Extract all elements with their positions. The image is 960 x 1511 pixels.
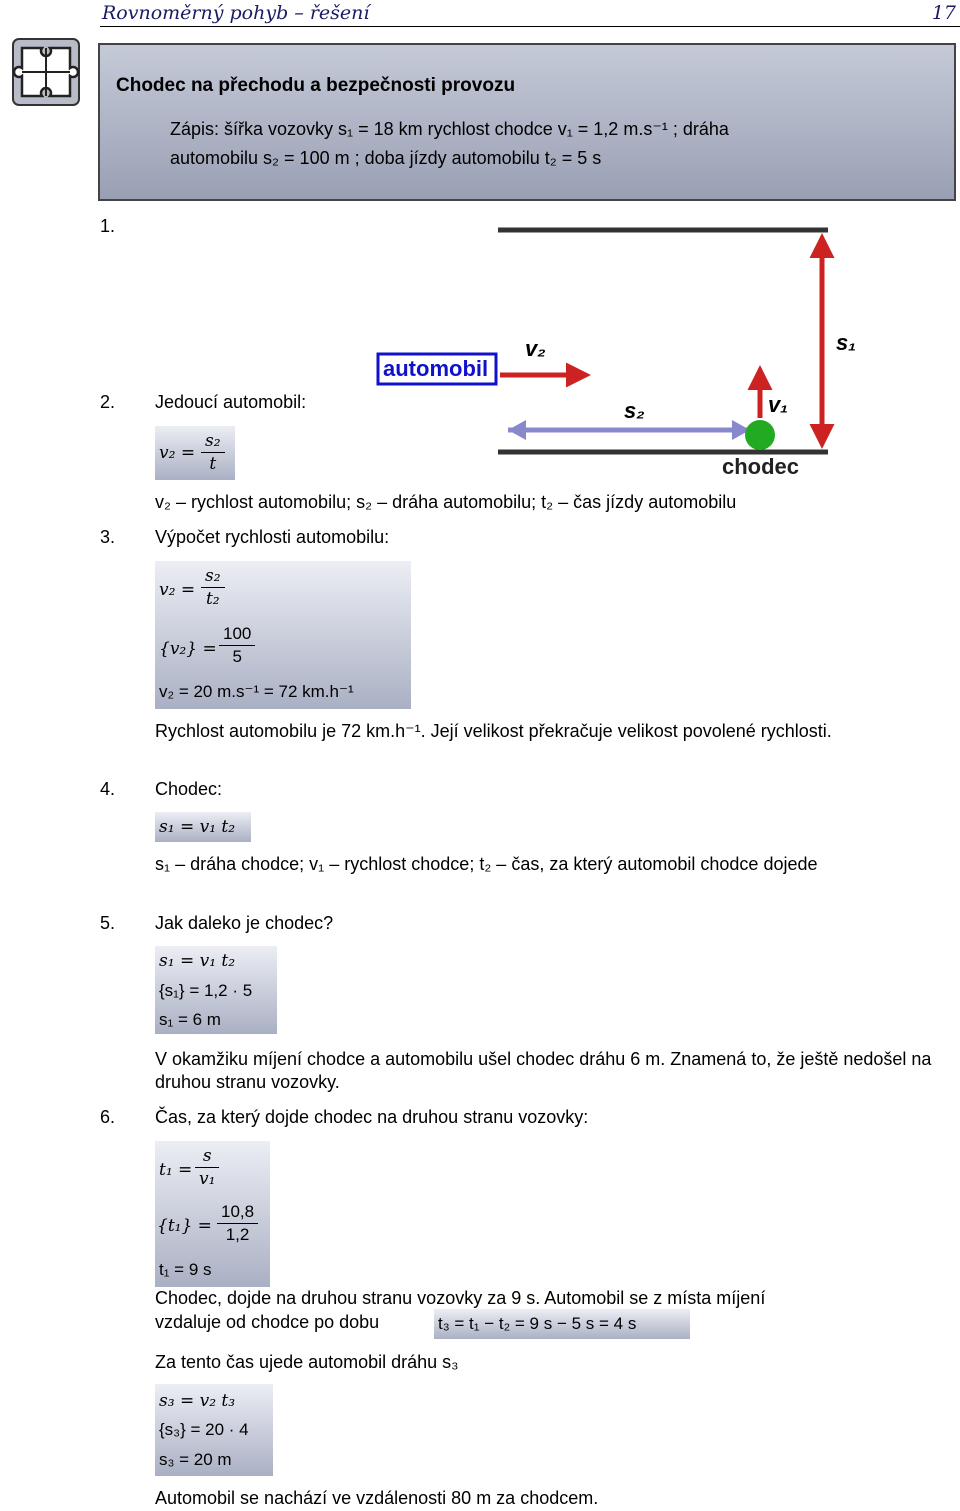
task-notation-line2: automobilu s₂ = 100 m ; doba jízdy automobilu t₂ = 5 s [170, 148, 602, 168]
chodec-dot [745, 420, 775, 450]
task-title: Chodec na přechodu a bezpečnosti provozu [116, 75, 516, 96]
step-6-f1-den: v₁ [199, 1169, 216, 1189]
step-3-text: Výpočet rychlosti automobilu: [155, 527, 390, 547]
step-7-f1: s₃ = v₂ t₃ [159, 1391, 236, 1411]
step-3-f2-den: 5 [232, 647, 242, 666]
step-4-legend: s₁ – dráha chodce; v₁ – rychlost chodce; t₂ – čas, za který automobil chodce dojede [155, 854, 818, 874]
step-3-formula-box [155, 561, 411, 709]
step-6-f2-fraction [217, 1201, 258, 1246]
step-7-formula-box [155, 1384, 273, 1476]
step-2-legend: v₂ – rychlost automobilu; s₂ – dráha automobilu; t₂ – čas jízdy automobilu [155, 492, 737, 512]
step-4-formula: s₁ = v₁ t₂ [155, 812, 251, 842]
step-7-text: Za tento čas ujede automobil dráhu s₃ [155, 1352, 459, 1372]
step-6-f1-lhs: t₁ = [159, 1160, 193, 1180]
puzzle-icon [12, 38, 80, 106]
step-2-formula-lhs: v₂ = [159, 443, 196, 463]
step-4-text: Chodec: [155, 779, 223, 799]
step-3-f2-fraction [219, 623, 255, 668]
step-2-text: Jedoucí automobil: [155, 392, 307, 412]
step-1-number: 1. [100, 216, 116, 236]
automobil-label: automobil [383, 356, 489, 381]
task-box [98, 43, 956, 201]
v1-label: v₁ [768, 392, 788, 417]
step-5-f1: s₁ = v₁ t₂ [159, 951, 236, 971]
s1-label: s₁ [836, 330, 856, 355]
step-5-number: 5. [100, 913, 116, 933]
step-6-f1-num: s [195, 1145, 219, 1168]
step-6-f1-fraction [195, 1145, 219, 1190]
step-6-number: 6. [100, 1107, 116, 1127]
step-6-result-line1: Chodec, dojde na druhou stranu vozovky za 9 s. Automobil se z místa míjení [155, 1288, 766, 1308]
step-3-f1-lhs: v₂ = [159, 580, 196, 600]
header-title: Rovnoměrný pohyb – řešení [102, 2, 370, 24]
step-2-fraction-num: s₂ [201, 430, 225, 453]
step-6-f2-num: 10,8 [217, 1201, 258, 1224]
s2-label: s₂ [624, 398, 645, 423]
step-6-result-formula: t₃ = t₁ − t₂ = 9 s − 5 s = 4 s [434, 1309, 690, 1339]
step-3-f1-fraction [201, 565, 225, 610]
step-3-f1-num: s₂ [201, 565, 225, 588]
step-3-f3: v₂ = 20 m.s⁻¹ = 72 km.h⁻¹ [159, 682, 354, 701]
step-5-f2: {s₁} = 1,2 · 5 [159, 981, 253, 1000]
task-notation-line1: Zápis: šířka vozovky s₁ = 18 km rychlost chodce v₁ = 1,2 m.s⁻¹ ; dráha [170, 119, 729, 139]
page-number: 17 [931, 2, 956, 24]
step-5-f3: s₁ = 6 m [159, 1010, 221, 1029]
step-7-f2: {s₃} = 20 · 4 [159, 1420, 249, 1439]
step-5-result: V okamžiku míjení chodce a automobilu ušel chodec dráhu 6 m. Znamená to, že ještě nedošel na druhou stranu vozovky. [155, 1049, 932, 1092]
step-6-text: Čas, za který dojde chodec na druhou stranu vozovky: [155, 1107, 589, 1127]
step-2-number: 2. [100, 392, 116, 412]
step-3-f2-lhs: {v₂} = [159, 639, 217, 659]
step-3-result: Rychlost automobilu je 72 km.h⁻¹. Její velikost překračuje velikost povolené rychlosti. [155, 721, 832, 741]
step-3-f1-den: t₂ [205, 589, 220, 609]
crossing-diagram [372, 222, 872, 484]
step-7-f3: s₃ = 20 m [159, 1450, 232, 1469]
step-5-formula-box [155, 946, 277, 1034]
step-6-f3: t₁ = 9 s [159, 1260, 212, 1279]
step-6-formula-box [155, 1141, 270, 1287]
v2-label: v₂ [525, 336, 546, 361]
step-5-text: Jak daleko je chodec? [155, 913, 334, 933]
step-2-fraction [201, 430, 225, 475]
step-2-fraction-den: t [209, 454, 217, 474]
step-3-f2-num: 100 [219, 623, 255, 646]
final-result: Automobil se nachází ve vzdálenosti 80 m za chodcem. [155, 1488, 599, 1508]
step-2-formula-box [155, 426, 235, 480]
step-6-f2-den: 1,2 [225, 1225, 250, 1244]
step-6-result-line2: vzdaluje od chodce po dobu [155, 1312, 380, 1332]
step-3-number: 3. [100, 527, 116, 547]
step-6-f2-lhs: {t₁} = [157, 1216, 212, 1236]
chodec-label: chodec [722, 454, 800, 479]
step-4-number: 4. [100, 779, 116, 799]
